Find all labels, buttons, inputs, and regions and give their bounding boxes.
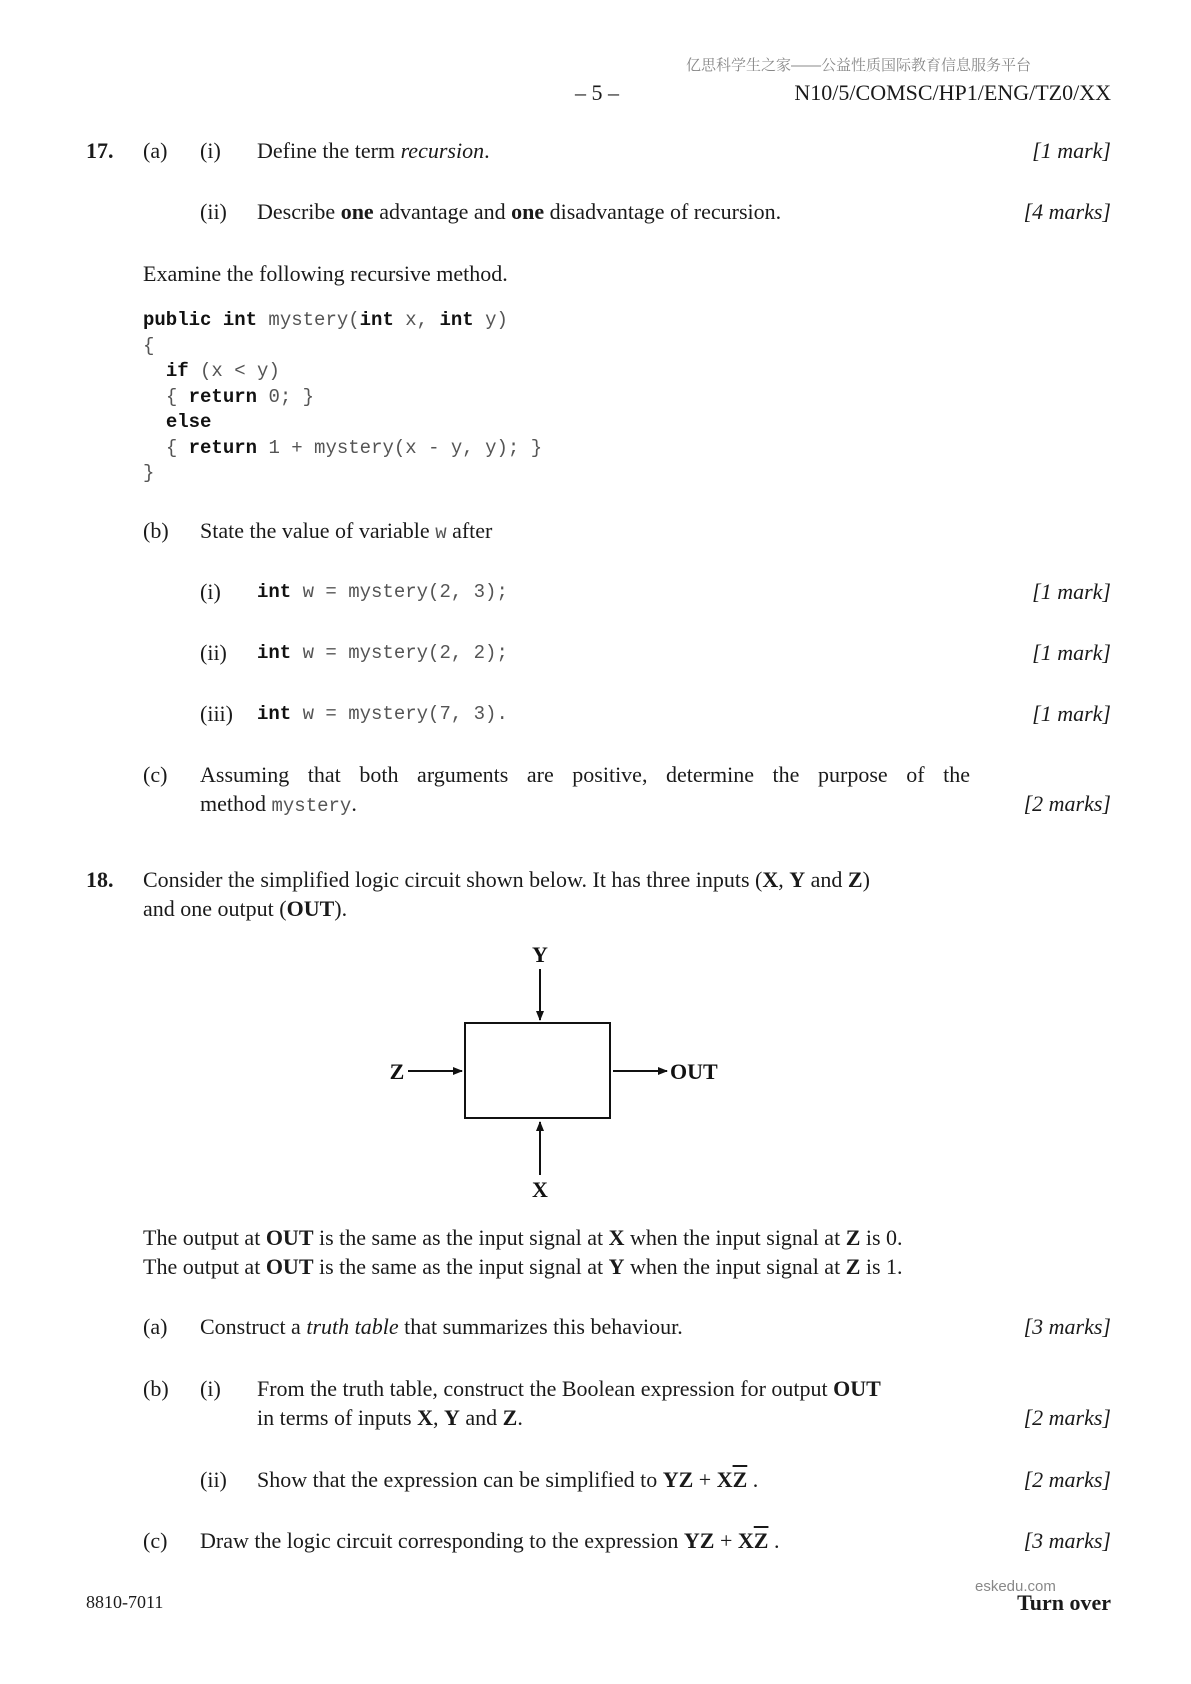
code-line-2: { [143, 334, 155, 357]
q18-number: 18. [86, 867, 114, 892]
q17-b-iii-label: (iii) [200, 701, 233, 726]
code-line-6: { return 1 + mystery(x - y, y); } [165, 436, 543, 459]
q18-b-i-marks: [2 marks] [1023, 1405, 1111, 1430]
q18-b-i-line1: From the truth table, construct the Boolean expression for output OUT [257, 1376, 881, 1401]
q17-b-ii-marks: [1 mark] [1032, 640, 1111, 665]
q17-b-i-code: int w = mystery(2, 3); [257, 581, 508, 603]
q17-c-label: (c) [143, 762, 168, 787]
q17-c-line1: Assuming that both arguments are positive, determine the purpose of the [200, 762, 970, 787]
q17-a-ii-text: Describe one advantage and one disadvantage of recursion. [257, 199, 782, 224]
page-number: – 5 – [575, 80, 619, 105]
input-x-label: X [532, 1177, 548, 1202]
q17-examine-text: Examine the following recursive method. [143, 261, 508, 286]
q17-number: 17. [86, 138, 114, 163]
q18-intro-line1: Consider the simplified logic circuit shown below. It has three inputs (X, Y and Z) [143, 867, 870, 892]
q18-b-i-label: (i) [200, 1376, 221, 1401]
q17-b-i-marks: [1 mark] [1032, 579, 1111, 604]
q18-a-label: (a) [143, 1314, 168, 1339]
q18-a-marks: [3 marks] [1023, 1314, 1111, 1339]
output-label: OUT [670, 1059, 718, 1084]
q17-a-ii-label: (ii) [200, 199, 227, 224]
q18-desc-line1: The output at OUT is the same as the input signal at X when the input signal at Z is 0. [143, 1225, 903, 1250]
q17-a-ii-marks: [4 marks] [1023, 199, 1111, 224]
q18-c-text: Draw the logic circuit corresponding to the expression YZ + $X\overline{Z}$ . [200, 1528, 780, 1553]
footer-site-watermark: eskedu.com [975, 1578, 1056, 1595]
q18-intro-line2: and one output (OUT). [143, 896, 348, 921]
paper-code: N10/5/COMSC/HP1/ENG/TZ0/XX [794, 80, 1111, 105]
q18-b-i-line2: in terms of inputs X, Y and Z. [257, 1405, 523, 1430]
q17-a-i-text: Define the term recursion. [257, 138, 490, 163]
q17-a-label: (a) [143, 138, 168, 163]
q18-b-ii-label: (ii) [200, 1467, 227, 1492]
q17-b-ii-label: (ii) [200, 640, 227, 665]
q17-b-ii-code: int w = mystery(2, 2); [257, 642, 508, 664]
code-line-1: public int mystery(int x, int y) [143, 309, 508, 331]
q18-c-label: (c) [143, 1528, 168, 1553]
footer-code: 8810-7011 [86, 1592, 164, 1612]
q18-b-label: (b) [143, 1376, 169, 1401]
input-y-label: Y [532, 942, 548, 967]
code-line-4: { return 0; } [165, 385, 315, 408]
q17-c-line2: method mystery. [200, 791, 357, 817]
header-watermark: 亿思科学生之家——公益性质国际教育信息服务平台 [686, 57, 1032, 74]
q17-a-i-label: (i) [200, 138, 221, 163]
q17-b-iii-code: int w = mystery(7, 3). [257, 703, 508, 725]
code-line-5: else [165, 411, 212, 433]
q17-a-i-marks: [1 mark] [1032, 138, 1111, 163]
q17-c-marks: [2 marks] [1023, 791, 1111, 816]
q17-b-label: (b) [143, 518, 169, 543]
q17-b-text: State the value of variable w after [200, 518, 493, 544]
turn-over: Turn over [1017, 1590, 1111, 1615]
q17-b-i-label: (i) [200, 579, 221, 604]
q18-c-marks: [3 marks] [1023, 1528, 1111, 1553]
recursive-method-code [143, 308, 542, 487]
logic-circuit-diagram [380, 935, 740, 1205]
q18-b-ii-marks: [2 marks] [1023, 1467, 1111, 1492]
q17-b-iii-marks: [1 mark] [1032, 701, 1111, 726]
code-line-7: } [143, 462, 155, 484]
q18-desc-line2: The output at OUT is the same as the input signal at Y when the input signal at Z is 1. [143, 1254, 903, 1279]
circuit-box [465, 1023, 610, 1118]
q18-a-text: Construct a truth table that summarizes this behaviour. [200, 1314, 683, 1339]
code-line-3: if (x < y) [165, 360, 280, 382]
q18-b-ii-text: Show that the expression can be simplified to YZ + $X\overline{Z}$ . [257, 1467, 759, 1492]
input-z-label: Z [389, 1059, 405, 1084]
